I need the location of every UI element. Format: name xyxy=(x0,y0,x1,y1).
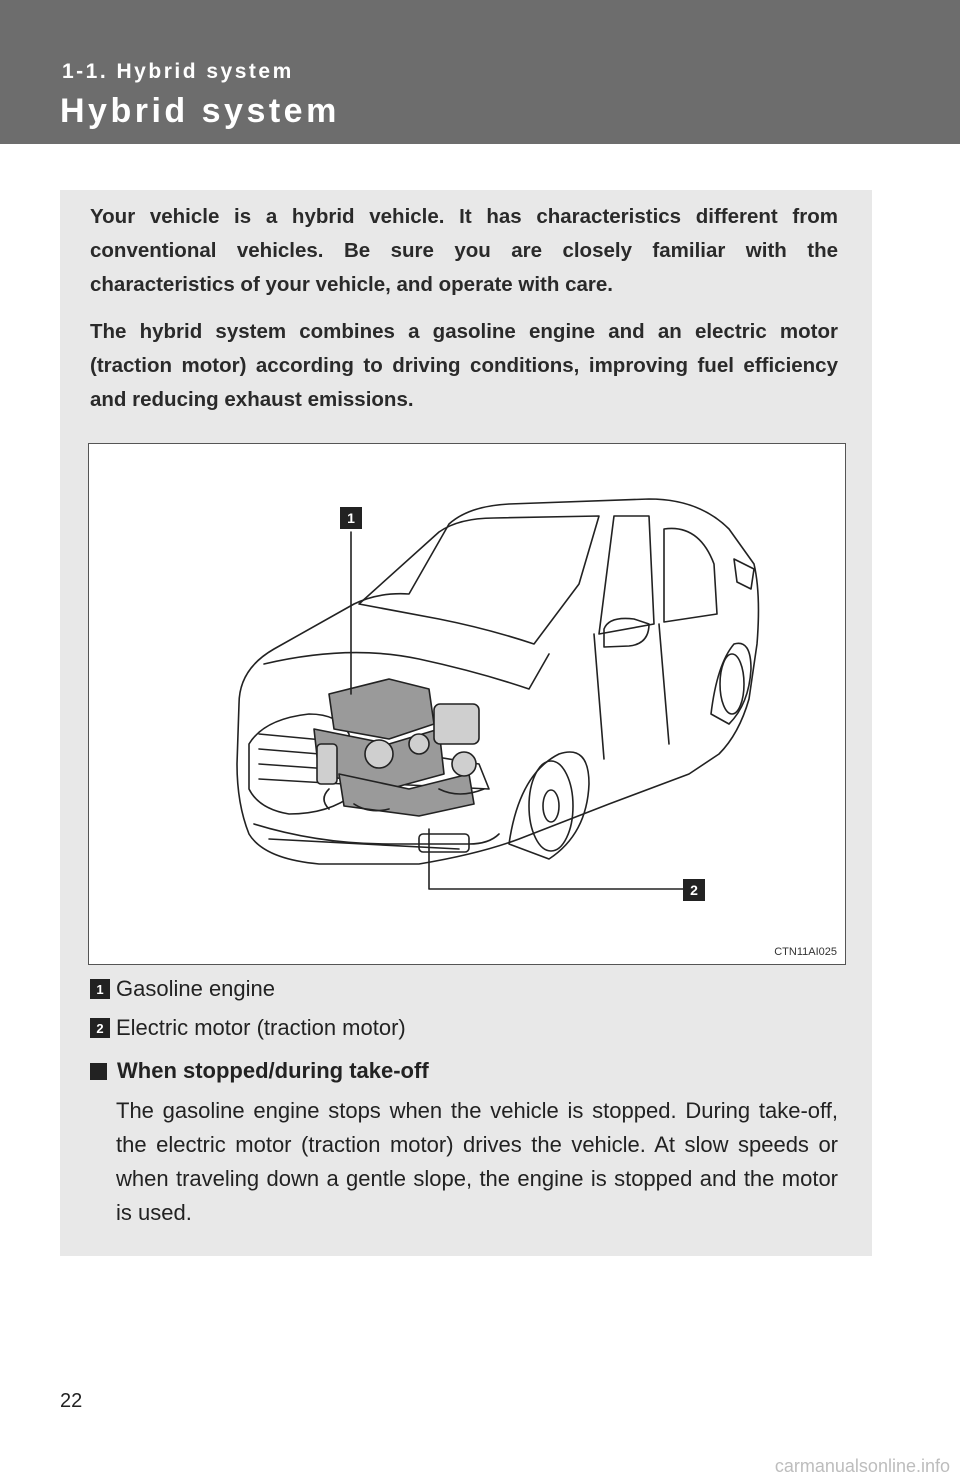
section-label: 1-1. Hybrid system xyxy=(62,60,294,83)
section-heading-text: When stopped/during take-off xyxy=(117,1058,429,1083)
page-header xyxy=(0,0,960,144)
legend-item-gasoline-engine xyxy=(90,974,275,1004)
section-body: The gasoline engine stops when the vehicle is stopped. During take-off, the electric motor (traction motor) drives the vehicle. At slow speeds or when traveling down a gentle slope, the engine is stopped and the motor is used. xyxy=(116,1098,838,1225)
legend-label: Gasoline engine xyxy=(116,976,276,1001)
legend-number-badge: 1 xyxy=(90,979,110,999)
page-title: Hybrid system xyxy=(60,92,340,130)
legend-label: Electric motor (traction motor) xyxy=(116,1015,406,1040)
page-number: 22 xyxy=(60,1390,83,1412)
legend-item-electric-motor xyxy=(90,1013,406,1043)
vehicle-illustration xyxy=(88,443,846,965)
legend-number-badge: 2 xyxy=(90,1018,110,1038)
intro-paragraph-1: Your vehicle is a hybrid vehicle. It has characteristics different from conventional vehicles. Be sure you are closely familiar with the characteristics of your vehicle, and operate with care. xyxy=(90,205,838,296)
square-bullet-icon xyxy=(90,1063,107,1080)
callout-2: 2 xyxy=(690,882,698,898)
car-drawing xyxy=(89,444,845,964)
figure-code: CTN11AI025 xyxy=(774,946,837,958)
intro-paragraph-2: The hybrid system combines a gasoline engine and an electric motor (traction motor) according to driving conditions, improving fuel efficiency and reducing exhaust emissions. xyxy=(90,320,838,411)
watermark: carmanualsonline.info xyxy=(774,1456,950,1476)
callout-1: 1 xyxy=(347,510,355,526)
section-heading xyxy=(90,1058,429,1084)
